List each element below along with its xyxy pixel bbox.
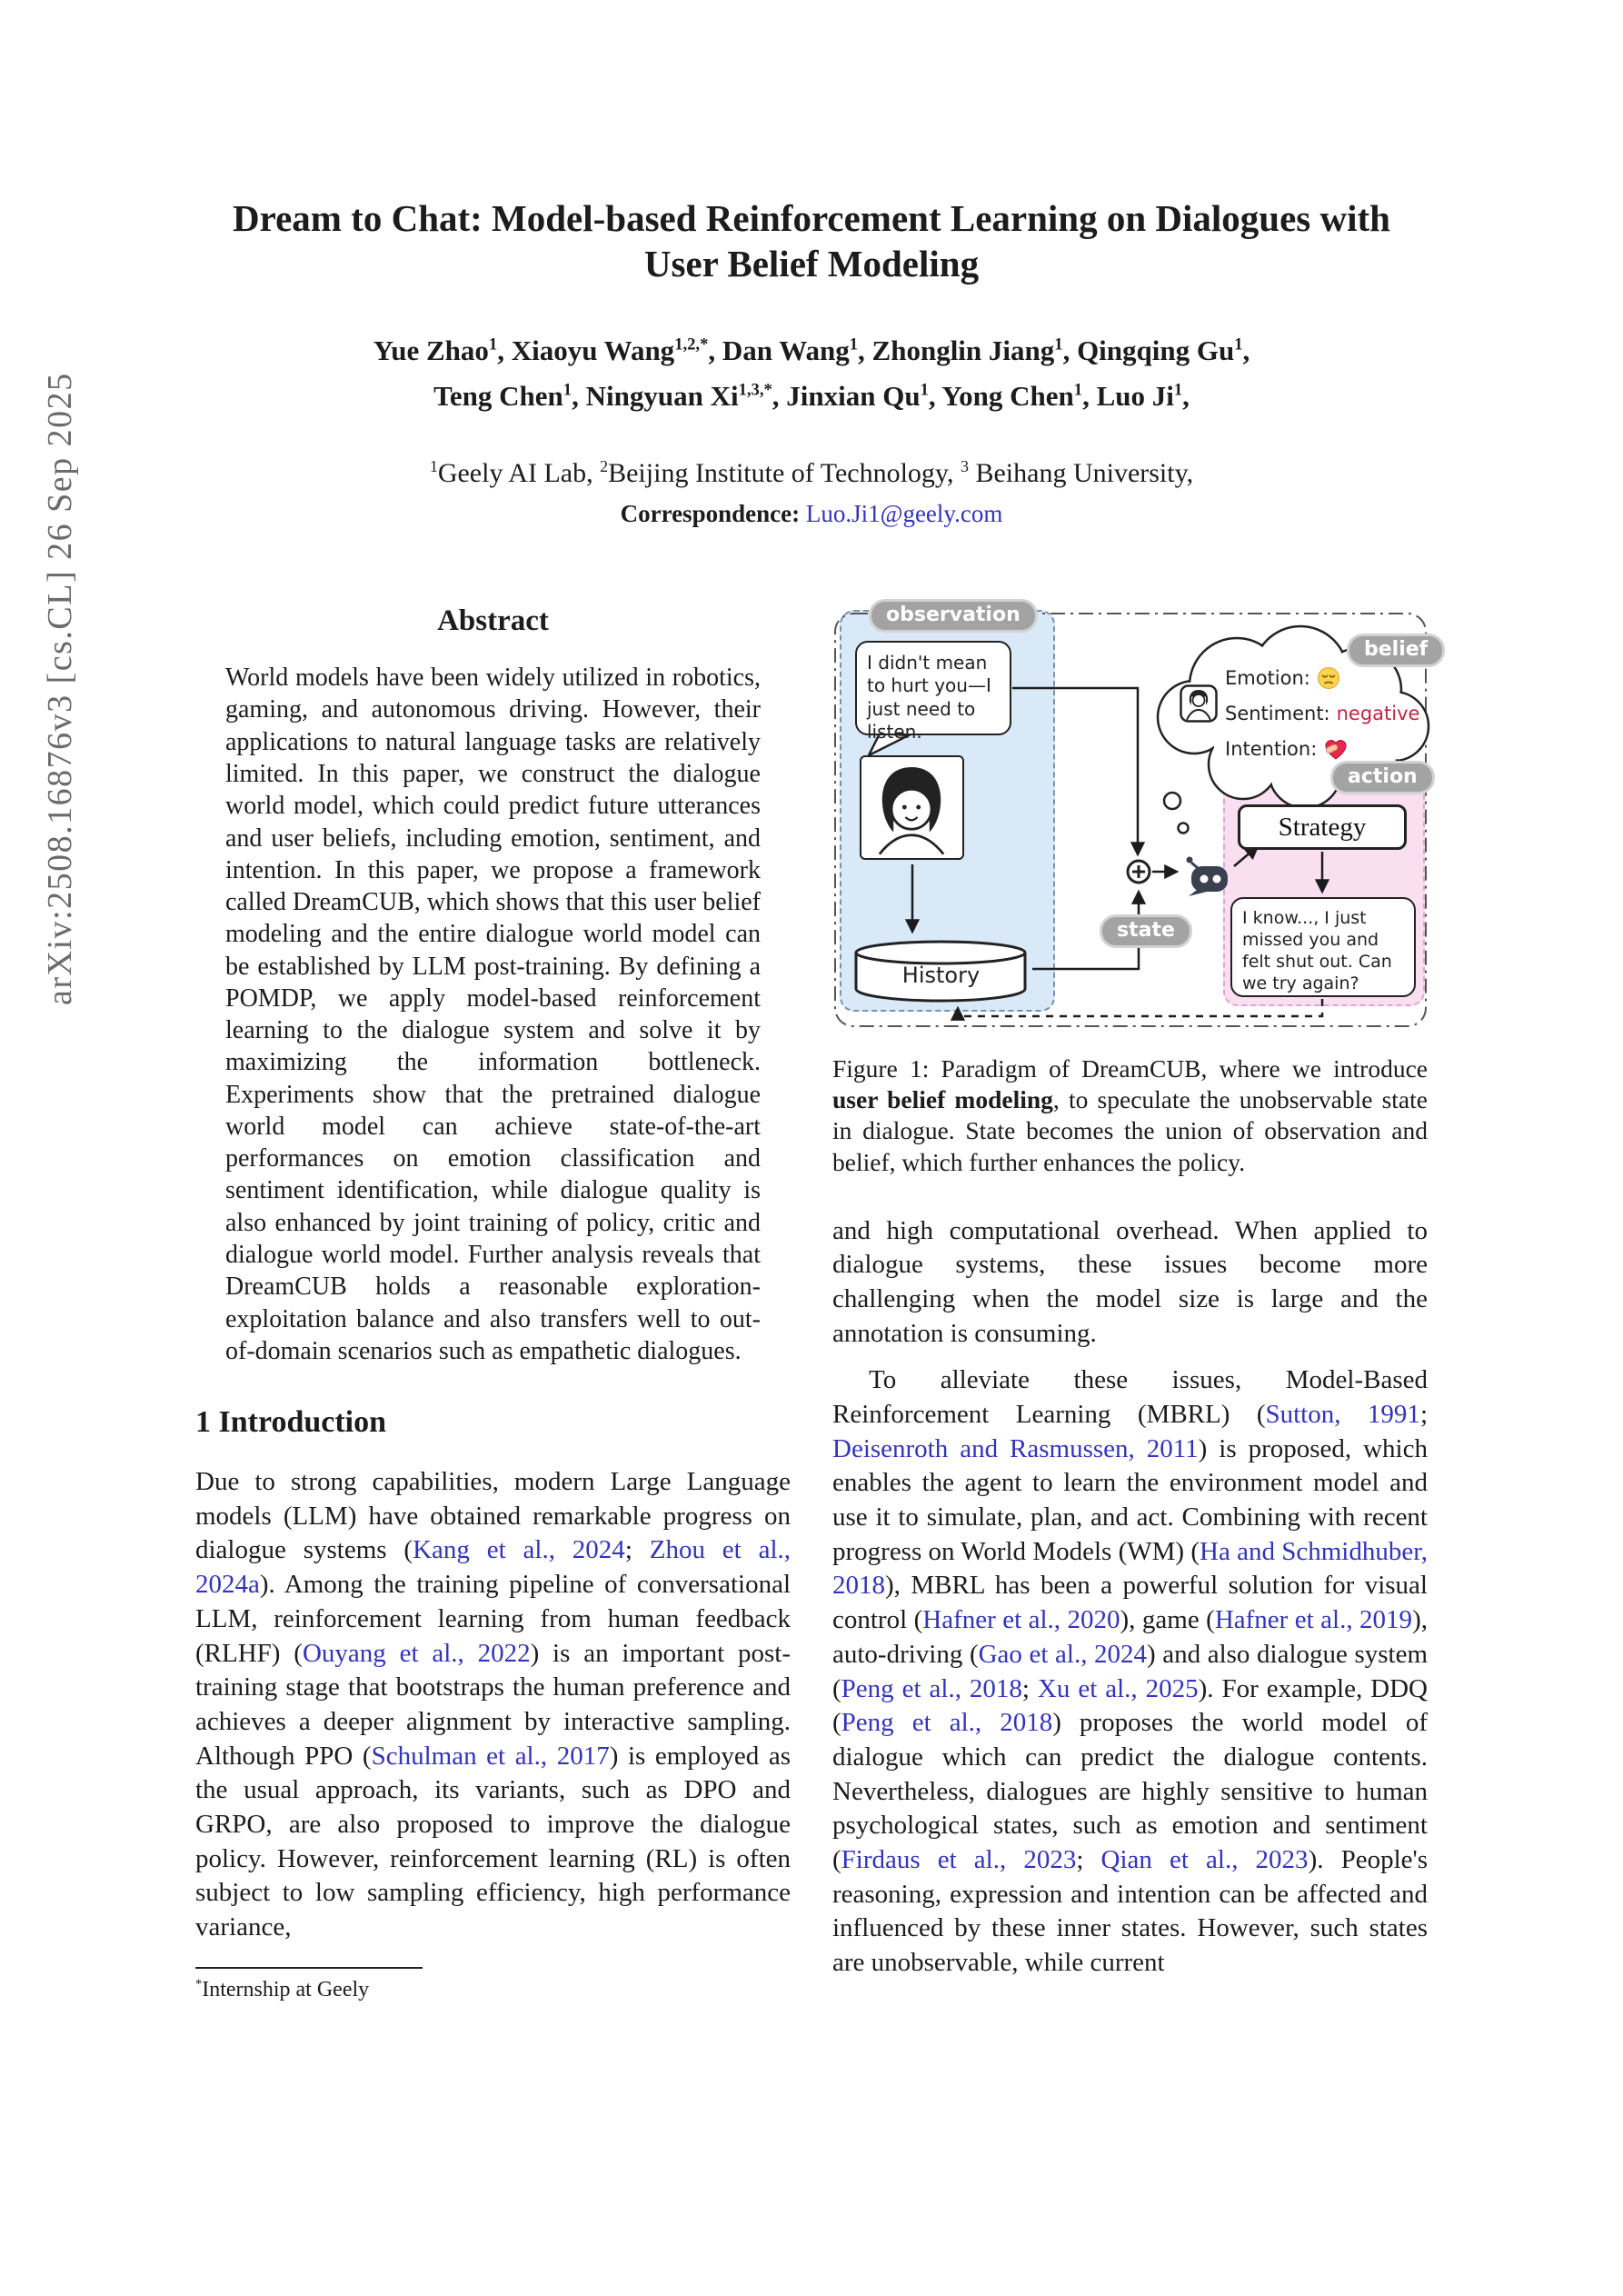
- two-column-body: [195, 599, 1428, 2002]
- citation-link[interactable]: Kang et al., 2024: [413, 1535, 625, 1565]
- citation-link[interactable]: Qian et al., 2023: [1100, 1844, 1309, 1874]
- superscript: 2: [600, 457, 609, 476]
- thought-dot-large: [1164, 793, 1180, 809]
- superscript: 1: [849, 334, 859, 354]
- superscript: 1: [488, 334, 498, 354]
- avatar-icon: [1180, 684, 1218, 723]
- state-badge: state: [1100, 914, 1192, 948]
- sentiment-label: Sentiment:: [1225, 703, 1330, 725]
- citation-link[interactable]: Sutton, 1991: [1265, 1400, 1420, 1430]
- authors-block: [195, 328, 1428, 418]
- authors-line-2: Teng Chen$^1$, Ningyuan $Xi^{1,3,*}$, Jinxian Qu$^1$, Yong Chen$^1$, Luo Ji$^1$,: [433, 379, 1190, 412]
- email-link[interactable]: Luo.Ji1@geely.com: [805, 500, 1003, 528]
- superscript: 1: [1173, 380, 1183, 400]
- belief-sentiment-row: [1225, 703, 1419, 724]
- paper-content: [195, 0, 1428, 2002]
- figure-caption: Figure 1: Paradigm of DreamCUB, where we introduce user belief modeling, to speculate the unobservable state in dialogue. State becomes the union of observation and belief, which further enhances the policy.: [832, 1054, 1428, 1176]
- citation-link[interactable]: Hafner et al., 2020: [922, 1605, 1120, 1635]
- footnote-rule: [195, 1967, 423, 1969]
- footnote: [195, 1967, 791, 2002]
- citation-link[interactable]: Deisenroth and Rasmussen, 2011: [832, 1433, 1199, 1463]
- citation-link[interactable]: Peng et al., 2018: [841, 1673, 1022, 1703]
- superscript: *: [195, 1976, 203, 1992]
- citation-link[interactable]: Ouyang et al., 2022: [302, 1638, 531, 1668]
- arxiv-watermark: arXiv:2508.16876v3 [cs.CL] 26 Sep 2025: [41, 372, 79, 1005]
- figure-1-diagram: [832, 599, 1432, 1033]
- superscript: 1,2,*: [674, 334, 709, 354]
- strategy-box: Strategy: [1238, 804, 1407, 850]
- sentiment-value: negative: [1336, 703, 1420, 725]
- section-heading-introduction: 1 Introduction: [195, 1405, 387, 1440]
- superscript: 1: [1234, 334, 1243, 354]
- abstract-text: World models have been widely utilized in robotics, gaming, and autonomous driving. However, their applications to natural language tasks are relatively limited. In this paper, we construct the dialogue world model, which could predict future utterances and user beliefs, including emotion, sentiment, and intention. In this paper, we propose a framework called DreamCUB, which shows that this user belief modeling and the entire dialogue world model can be established by LLM post-training. By defining a POMDP, we apply model-based reinforcement learning to the dialogue system and solve it by maximizing the information bottleneck. Experiments show that the pretrained dialogue world model can achieve state-of-the-art performances on emotion classification and sentiment identification, while dialogue quality is also enhanced by joint training of policy, critic and dialogue world model. Further analysis reveals that DreamCUB holds a reasonable exploration-exploitation balance and also transfers well to out-of-domain scenarios such as empathetic dialogues.: [225, 664, 761, 1365]
- bold-text: Correspondence:: [620, 500, 806, 528]
- superscript: 1,3,*: [738, 380, 772, 400]
- superscript: 1: [563, 380, 573, 400]
- response-utterance-bubble: I know..., I just missed you and felt shut out. Can we try again?: [1230, 897, 1416, 997]
- authors-line-1: Yue Zhao$^1$, Xiaoyu Wang$^{1,2,*}$, Dan Wang$^1$, Zhonglin Jiang$^1$, Qingqing Gu$^1$,: [373, 334, 1250, 367]
- left-column: [195, 599, 791, 2002]
- superscript: 1: [920, 380, 929, 400]
- belief-badge: belief: [1347, 634, 1445, 667]
- history-store: [852, 939, 1030, 1004]
- plus-junction-icon: [1126, 859, 1151, 884]
- superscript: 1: [1073, 380, 1083, 400]
- footnote-text: *Internship at Geely: [195, 1976, 370, 2002]
- robot-icon: [1182, 854, 1231, 897]
- user-mini-avatar: [1180, 684, 1218, 726]
- emotion-label: Emotion:: [1225, 667, 1310, 690]
- citation-link[interactable]: Gao et al., 2024: [978, 1639, 1148, 1669]
- mending-heart-emoji-icon: [1323, 737, 1349, 761]
- citation-link[interactable]: Zhou et al., 2024a: [195, 1535, 792, 1600]
- right-column: [832, 599, 1428, 2002]
- thought-dot-small: [1179, 824, 1189, 834]
- arrow-observation-to-state: [1012, 688, 1138, 854]
- citation-link[interactable]: Firdaus et al., 2023: [841, 1844, 1077, 1874]
- body-paragraph-continuation: and high computational overhead. When applied to dialogue systems, these issues become more challenging when the model size is large and the annotation is consuming.: [832, 1215, 1428, 1348]
- introduction-paragraph: Due to strong capabilities, modern Large Language models (LLM) have obtained remarkable progress on dialogue systems (Kang et al., 2024; Zhou et al., 2024a). Among the training pipeline of conversational LLM, reinforcement learning from human feedback (RLHF) (Ouyang et al., 2022) is an important post-training stage that bootstraps the human preference and achieves a deeper alignment by interactive sampling. Although PPO (Schulman et al., 2017) is employed as the usual approach, its variants, such as DPO and GRPO, are also proposed to improve the dialogue policy. However, reinforcement learning (RL) is often subject to low sampling efficiency, high performance variance,: [195, 1467, 792, 1942]
- abstract-heading: Abstract: [437, 604, 549, 638]
- citation-link[interactable]: Schulman et al., 2017: [371, 1741, 610, 1771]
- citation-link[interactable]: Hafner et al., 2019: [1214, 1605, 1413, 1635]
- action-badge: action: [1330, 761, 1435, 794]
- belief-emotion-row: [1225, 666, 1340, 690]
- superscript: 3: [960, 457, 969, 476]
- citation-link[interactable]: Xu et al., 2025: [1037, 1673, 1199, 1703]
- superscript: 1: [1054, 334, 1063, 354]
- intention-label: Intention:: [1225, 738, 1318, 761]
- correspondence-line: [195, 500, 1428, 528]
- affiliations: $^1$Geely AI Lab, $^2$Beijing Institute of Technology, $^3$ Beihang University,: [429, 457, 1194, 489]
- bold-text: user belief modeling: [832, 1085, 1053, 1114]
- user-utterance-bubble: I didn't mean to hurt you—I just need to listen.: [855, 641, 1011, 735]
- history-label: History: [901, 963, 981, 989]
- citation-link[interactable]: Ha and Schmidhuber, 2018: [832, 1536, 1428, 1601]
- person-illustration-icon: [861, 757, 961, 857]
- sad-pensive-face-emoji-icon: [1317, 666, 1340, 690]
- paper-title: Dream to Chat: Model-based Reinforcement Learning on Dialogues with User Belief Modeling: [233, 197, 1390, 285]
- observation-badge: observation: [869, 599, 1038, 633]
- citation-link[interactable]: Peng et al., 2018: [841, 1708, 1053, 1738]
- belief-intention-row: [1225, 737, 1349, 761]
- body-paragraph-mbrl: To alleviate these issues, Model-Based Reinforcement Learning (MBRL) (Sutton, 1991; Deisenroth and Rasmussen, 2011) is proposed, which enables the agent to learn the environment model and use it to simulate, plan, and act. Combining with recent progress on World Models (WM) (Ha and Schmidhuber, 2018), MBRL has been a powerful solution for visual control (Hafner et al., 2020), game (Hafner et al., 2019), auto-driving (Gao et al., 2024) and also dialogue system (Peng et al., 2018; Xu et al., 2025). For example, DDQ (Peng et al., 2018) proposes the world model of dialogue which can predict the dialogue contents. Nevertheless, dialogues are highly sensitive to human psychological states, such as emotion and sentiment (Firdaus et al., 2023; Qian et al., 2023). People's reasoning, expression and intention can be affected and influenced by these inner states. However, such states are unobservable, while current: [832, 1365, 1429, 1978]
- superscript: 1: [429, 457, 438, 476]
- user-portrait: [860, 755, 964, 860]
